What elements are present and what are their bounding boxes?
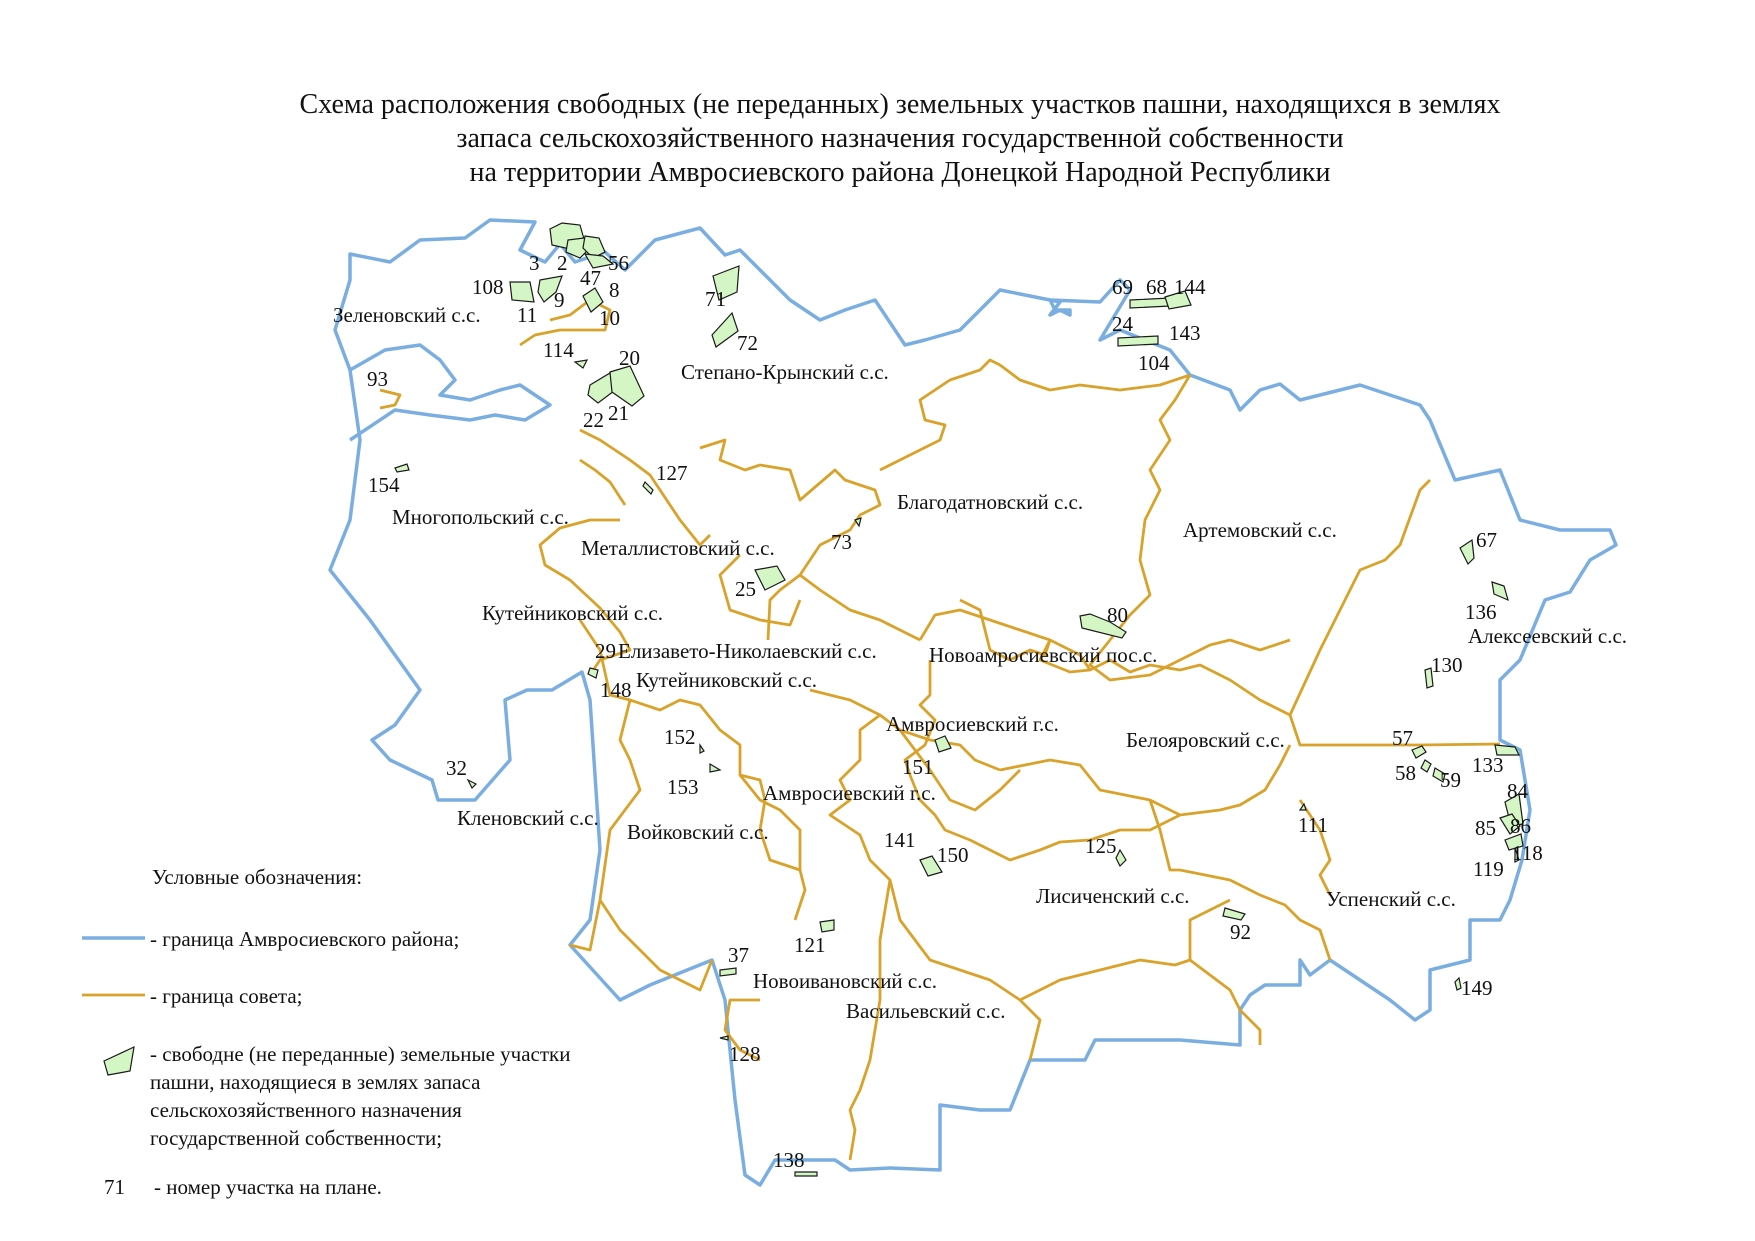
parcel-shape bbox=[1492, 582, 1508, 600]
legend-heading: Условные обозначения: bbox=[152, 865, 363, 889]
parcel-number: 32 bbox=[446, 756, 467, 780]
parcel-number: 92 bbox=[1230, 920, 1251, 944]
parcel-shape bbox=[1118, 336, 1158, 346]
parcel-number: 9 bbox=[554, 288, 565, 312]
council-label: Новоивановский с.с. bbox=[753, 969, 938, 993]
parcel-number: 73 bbox=[831, 530, 852, 554]
parcel-number: 25 bbox=[735, 577, 756, 601]
council-label: Амвросиевский г.с. bbox=[763, 781, 936, 805]
parcel-shape bbox=[1421, 760, 1431, 772]
parcel-shape bbox=[1223, 908, 1245, 920]
parcel-number: 80 bbox=[1107, 603, 1128, 627]
parcel-number: 127 bbox=[656, 461, 688, 485]
parcel-number: 84 bbox=[1507, 779, 1528, 803]
legend-number-example: 71 bbox=[104, 1175, 125, 1199]
legend-parcel-swatch bbox=[104, 1047, 134, 1075]
parcel-number: 119 bbox=[1473, 857, 1504, 881]
title-line-3: на территории Амвросиевского района Донецкой Народной Республики bbox=[469, 157, 1331, 188]
parcel-number: 67 bbox=[1476, 528, 1497, 552]
parcel-number: 71 bbox=[705, 287, 726, 311]
parcel-shape bbox=[935, 736, 951, 752]
parcel-number: 37 bbox=[728, 943, 749, 967]
parcel-number: 21 bbox=[608, 401, 629, 425]
parcel-number: 114 bbox=[543, 338, 574, 362]
parcel-shape bbox=[1130, 298, 1170, 308]
parcel-shape bbox=[720, 1036, 728, 1040]
parcel-shape bbox=[795, 1172, 817, 1176]
parcel-shape bbox=[1300, 804, 1306, 810]
parcel-shape bbox=[755, 566, 785, 590]
legend-district-label: - граница Амвросиевского района; bbox=[150, 927, 460, 951]
parcels bbox=[395, 223, 1523, 1176]
parcel-shape bbox=[510, 282, 534, 302]
legend-council-label: - граница совета; bbox=[150, 984, 303, 1008]
legend-parcel-label-3: сельскохозяйственного назначения bbox=[150, 1098, 462, 1122]
parcel-shape bbox=[820, 920, 834, 932]
parcel-shape bbox=[712, 313, 738, 347]
parcel-number: 20 bbox=[619, 346, 640, 370]
parcel-number: 72 bbox=[737, 331, 758, 355]
parcel-number: 149 bbox=[1461, 976, 1493, 1000]
parcel-shape bbox=[610, 366, 644, 406]
council-label: Кленовский с.с. bbox=[457, 806, 599, 830]
parcel-number: 125 bbox=[1085, 834, 1117, 858]
council-label: Белояровский с.с. bbox=[1126, 728, 1285, 752]
parcel-number: 108 bbox=[472, 275, 504, 299]
parcel-number: 151 bbox=[902, 755, 934, 779]
parcel-shape bbox=[588, 668, 598, 678]
parcel-shape bbox=[1460, 540, 1474, 564]
parcel-number: 136 bbox=[1465, 600, 1497, 624]
parcel-number: 86 bbox=[1510, 814, 1531, 838]
council-label: Многопольский с.с. bbox=[392, 505, 569, 529]
council-label: Амвросиевский г.с. bbox=[886, 712, 1059, 736]
council-label: Успенский с.с. bbox=[1326, 887, 1456, 911]
parcel-number: 93 bbox=[367, 367, 388, 391]
parcel-shape bbox=[1116, 850, 1126, 866]
parcel-number: 118 bbox=[1512, 841, 1543, 865]
parcel-number: 58 bbox=[1395, 761, 1416, 785]
parcel-number: 153 bbox=[667, 775, 699, 799]
parcel-shape bbox=[468, 780, 476, 788]
parcel-number: 104 bbox=[1138, 351, 1170, 375]
parcel-number: 152 bbox=[664, 725, 696, 749]
parcel-number: 143 bbox=[1169, 321, 1201, 345]
council-label: Артемовский с.с. bbox=[1183, 518, 1337, 542]
parcel-number: 11 bbox=[517, 303, 538, 327]
parcel-number: 85 bbox=[1475, 816, 1496, 840]
parcel-shape bbox=[700, 745, 704, 753]
council-label: Войковский с.с. bbox=[627, 820, 769, 844]
parcel-number: 29 bbox=[595, 639, 616, 663]
parcel-number: 10 bbox=[599, 306, 620, 330]
parcel-number: 2 bbox=[557, 251, 568, 275]
parcel-number: 150 bbox=[937, 843, 969, 867]
council-label: Новоамросиевский пос.с. bbox=[929, 643, 1158, 667]
parcel-number: 154 bbox=[368, 473, 400, 497]
parcel-number: 69 bbox=[1112, 275, 1133, 299]
parcel-number: 56 bbox=[608, 251, 629, 275]
parcel-shape bbox=[575, 360, 587, 368]
parcel-number: 141 bbox=[884, 828, 916, 852]
parcel-shape bbox=[395, 464, 409, 472]
legend-parcel-label-2: пашни, находящиеся в землях запаса bbox=[150, 1070, 481, 1094]
parcel-number: 22 bbox=[583, 408, 604, 432]
council-label: Кутейниковский с.с. bbox=[636, 668, 817, 692]
parcel-number: 3 bbox=[529, 251, 540, 275]
parcel-number: 128 bbox=[729, 1042, 761, 1066]
title-line-1: Схема расположения свободных (не переданных) земельных участков пашни, находящихся в землях bbox=[299, 89, 1501, 120]
parcel-number: 130 bbox=[1431, 653, 1463, 677]
district-boundary bbox=[330, 220, 1616, 1185]
legend-number-label: - номер участка на плане. bbox=[154, 1175, 382, 1199]
parcel-shape bbox=[643, 482, 653, 494]
legend-parcel-label-4: государственной собственности; bbox=[150, 1126, 443, 1150]
district-boundary-inner bbox=[350, 345, 550, 440]
council-label: Васильевский с.с. bbox=[846, 999, 1006, 1023]
council-label: Благодатновский с.с. bbox=[897, 490, 1084, 514]
parcel-number: 24 bbox=[1112, 312, 1133, 336]
parcel-number: 59 bbox=[1440, 768, 1461, 792]
council-label: Алексеевский с.с. bbox=[1468, 624, 1628, 648]
parcel-shape bbox=[855, 518, 861, 526]
parcel-shape bbox=[720, 968, 736, 976]
parcel-number: 138 bbox=[773, 1148, 805, 1172]
council-label: Кутейниковский с.с. bbox=[482, 601, 663, 625]
parcel-shape bbox=[1412, 746, 1426, 758]
council-label: Лисиченский с.с. bbox=[1036, 884, 1190, 908]
parcel-number: 144 bbox=[1174, 275, 1206, 299]
title-line-2: запаса сельскохозяйственного назначения государственной собственности bbox=[456, 123, 1344, 154]
parcel-number: 8 bbox=[609, 278, 620, 302]
parcel-number: 111 bbox=[1298, 813, 1328, 837]
legend-parcel-label-1: - свободне (не переданные) земельные участки bbox=[150, 1042, 571, 1066]
parcel-number: 68 bbox=[1146, 275, 1167, 299]
council-label: Степано-Крынский с.с. bbox=[681, 360, 889, 384]
parcel-number: 133 bbox=[1472, 753, 1504, 777]
parcel-number: 121 bbox=[794, 933, 826, 957]
parcel-number: 57 bbox=[1392, 726, 1413, 750]
legend-symbols bbox=[82, 938, 145, 1075]
parcel-shape bbox=[710, 764, 720, 772]
parcel-number: 47 bbox=[580, 266, 601, 290]
council-label: Елизавето-Николаевский с.с. bbox=[618, 639, 877, 663]
council-label: Зеленовский с.с. bbox=[333, 303, 481, 327]
parcel-number: 148 bbox=[600, 678, 632, 702]
council-label: Металлистовский с.с. bbox=[581, 536, 775, 560]
